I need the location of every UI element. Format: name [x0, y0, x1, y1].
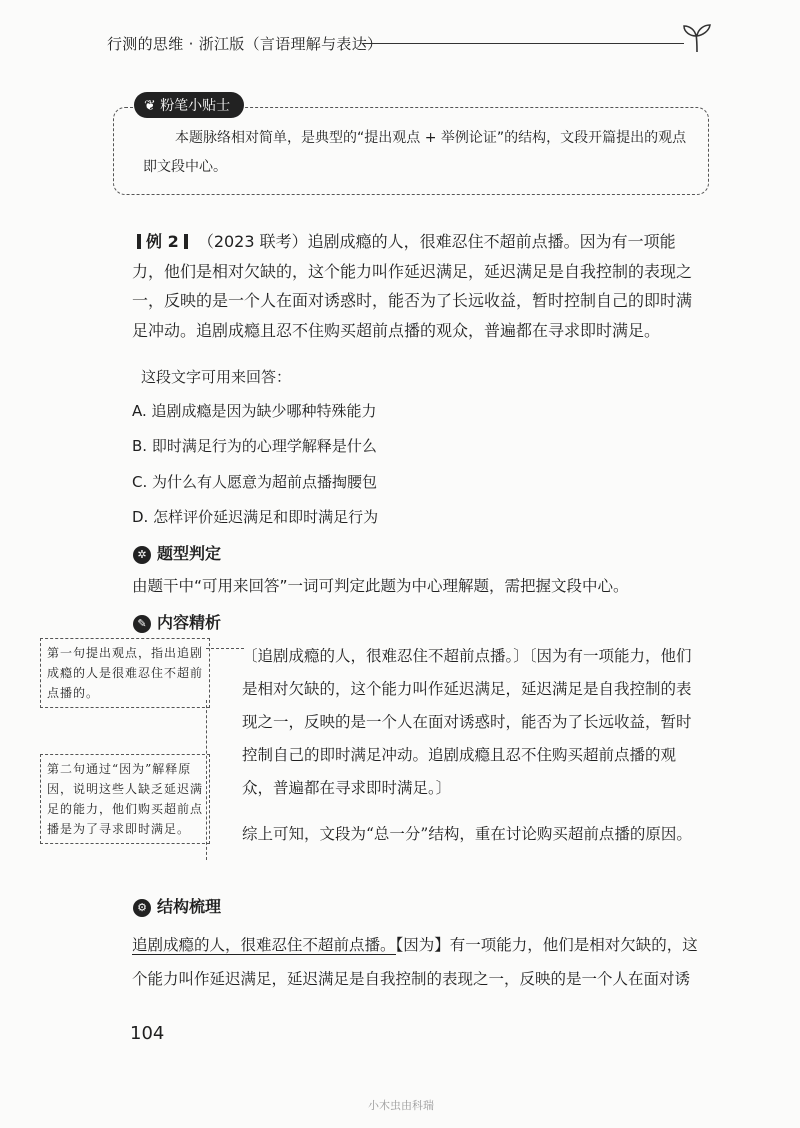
bar-icon	[184, 234, 188, 249]
side-note-1: 第一句提出观点，指出追剧成瘾的人是很难忍住不超前点播的。	[40, 638, 210, 708]
note-connector	[206, 648, 244, 649]
tip-text: 本题脉络相对简单，是典型的“提出观点 + 举例论证”的结构，文段开篇提出的观点即文段中心。	[143, 130, 687, 175]
structure-icon: ⚙	[133, 899, 151, 917]
type-text: 由题干中“可用来回答”一词可判定此题为中心理解题，需把握文段中心。	[132, 577, 629, 595]
structure-rest: 有一项能力，他们是相对欠缺的，这个能力叫作延迟满足，延迟满足是自我控制的表现之一，反映的是一个人在面对诱	[132, 936, 698, 988]
content-analysis	[242, 640, 702, 805]
structure-marker: 【因为】	[395, 936, 450, 954]
analysis-sentence-1: 〔追剧成瘾的人，很难忍住不超前点播。〕	[242, 647, 529, 665]
example-question	[132, 227, 707, 345]
section-structure-heading: ⚙ 结构梳理	[133, 894, 221, 917]
header-rule	[362, 43, 684, 44]
footer-mark: 小木虫由科瑞	[368, 1099, 434, 1112]
pen-icon: ✎	[133, 615, 151, 633]
sprout-icon: ❦	[144, 98, 161, 114]
option-c: C. 为什么有人愿意为超前点播掏腰包	[132, 473, 378, 491]
question-prompt: 这段文字可用来回答：	[141, 368, 292, 386]
running-header: 行测的思维 · 浙江版（言语理解与表达）	[107, 35, 383, 53]
bar-icon	[137, 234, 141, 249]
example-source: （2023 联考）	[197, 232, 308, 251]
example-text: 追剧成瘾的人，很难忍住不超前点播。因为有一项能力，他们是相对欠缺的，这个能力叫作延迟满足，延迟满足是自我控制的表现之一，反映的是一个人在面对诱惑时，能否为了长远收益，暂时控制自己的即时满足冲动。追剧成瘾且忍不住购买超前点播的观众，普遍都在寻求即时满足。	[132, 232, 693, 340]
option-b: B. 即时满足行为的心理学解释是什么	[132, 437, 377, 455]
conclusion-text: 综上可知，文段为“总一分”结构，重在讨论购买超前点播的原因。	[242, 825, 692, 843]
section-content-heading: ✎ 内容精析	[133, 610, 221, 633]
side-note-2: 第二句通过“因为”解释原因，说明这些人缺乏延迟满足的能力，他们购买超前点播是为了寻求即时满足。	[40, 754, 210, 844]
option-d: D. 怎样评价延迟满足和即时满足行为	[132, 508, 379, 526]
analysis-sentence-2: 〔因为有一项能力，他们是相对欠缺的，这个能力叫作延迟满足，延迟满足是自我控制的表现之一，反映的是一个人在面对诱惑时，能否为了长远收益，暂时控制自己的即时满足冲动。追剧成瘾且忍不住购买超前点播的观众，普遍都在寻求即时满足。〕	[242, 647, 692, 797]
gear-icon: ✲	[133, 546, 151, 564]
sprout-icon	[680, 22, 714, 54]
option-a: A. 追剧成瘾是因为缺少哪种特殊能力	[132, 402, 377, 420]
structure-text	[132, 928, 702, 996]
page-number: 104	[130, 1023, 165, 1044]
note-bracket	[206, 700, 207, 860]
structure-underlined: 追剧成瘾的人，很难忍住不超前点播。	[132, 936, 396, 954]
example-label: 例 2	[146, 232, 179, 251]
section-type-heading: ✲ 题型判定	[133, 541, 221, 564]
tip-label: ❦ 粉笔小贴士	[134, 92, 244, 118]
